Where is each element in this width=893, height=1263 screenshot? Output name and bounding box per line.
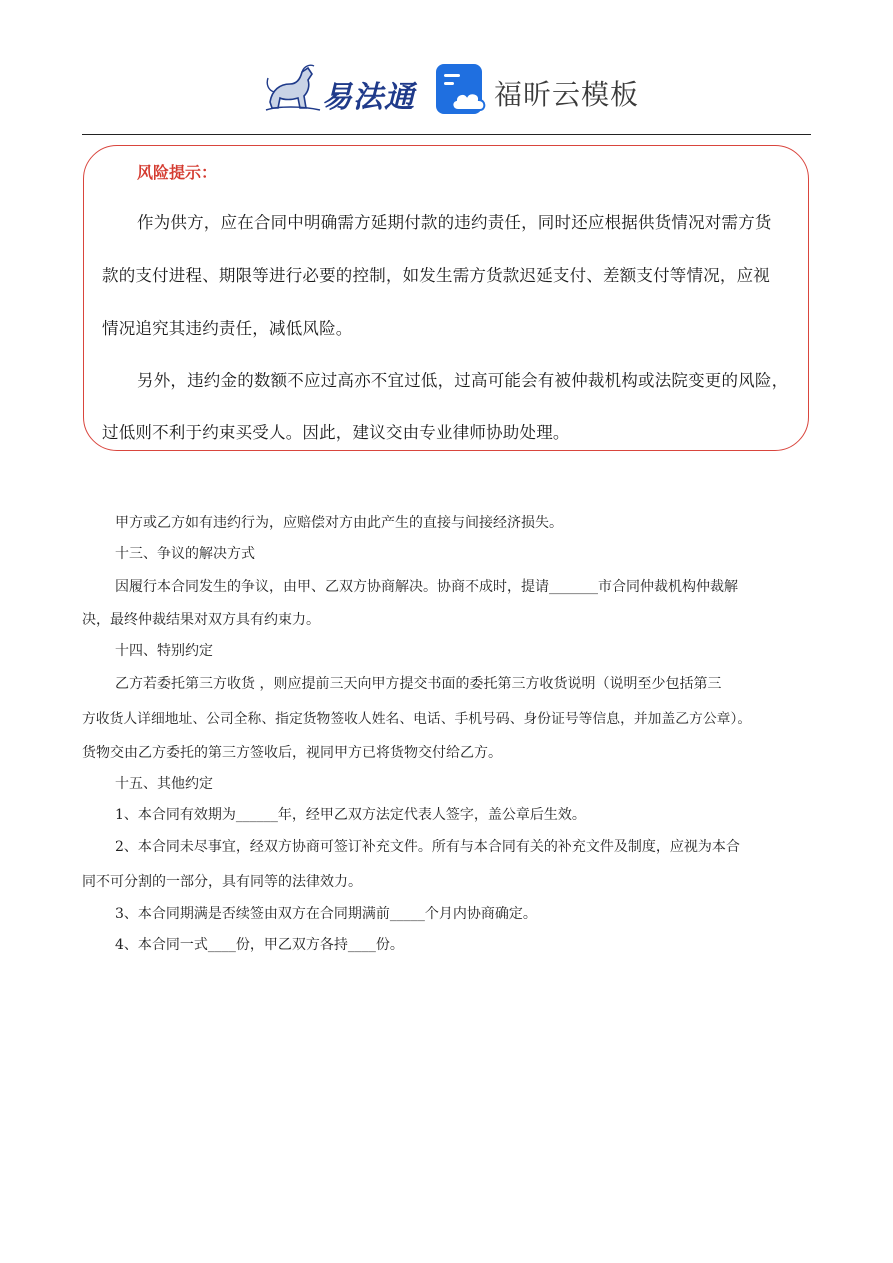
- paragraph-line: 因履行本合同发生的争议，由甲、乙双方协商解决。协商不成时，提请_______市合同仲裁机构仲裁解: [115, 579, 738, 595]
- risk-warning-box: [83, 145, 809, 451]
- clause-item: 1、本合同有效期为______年，经甲乙双方法定代表人签字，盖公章后生效。: [115, 807, 586, 823]
- section-heading: 十四、特别约定: [115, 643, 213, 659]
- header-divider: [82, 134, 811, 135]
- paragraph-line: 同不可分割的一部分，具有同等的法律效力。: [82, 874, 362, 890]
- paragraph-line: 方收货人详细地址、公司全称、指定货物签收人姓名、电话、手机号码、身份证号等信息，并加盖乙方公章）。: [82, 711, 752, 727]
- yifatong-logo-text: 易法通: [322, 80, 415, 115]
- paragraph-line: 决，最终仲裁结果对双方具有约束力。: [82, 612, 320, 628]
- risk-paragraph-line: 过低则不利于约束买受人。因此，建议交由专业律师协助处理。: [102, 423, 570, 442]
- paragraph-line: 货物交由乙方委托的第三方签收后，视同甲方已将货物交付给乙方。: [82, 745, 502, 761]
- page-header: [0, 0, 893, 136]
- fuxin-template-logo: [436, 64, 640, 118]
- paragraph-line: 乙方若委托第三方收货 ，则应提前三天向甲方提交书面的委托第三方收货说明（说明至少包括第三: [115, 676, 722, 692]
- paragraph-line: 甲方或乙方如有违约行为，应赔偿对方由此产生的直接与间接经济损失。: [115, 515, 563, 531]
- yifatong-logo: [262, 62, 415, 118]
- risk-paragraph-line: 作为供方，应在合同中明确需方延期付款的违约责任，同时还应根据供货情况对需方货: [137, 213, 772, 232]
- fuxin-logo-text: 福昕云模板: [494, 78, 640, 111]
- section-heading: 十五、其他约定: [115, 776, 213, 792]
- clause-item: 3、本合同期满是否续签由双方在合同期满前_____个月内协商确定。: [115, 906, 537, 922]
- risk-title: 风险提示：: [137, 163, 218, 182]
- horse-emblem-icon: [262, 62, 324, 118]
- risk-paragraph-line: 另外，违约金的数额不应过高亦不宜过低，过高可能会有被仲裁机构或法院变更的风险，: [137, 371, 789, 390]
- clause-item: 4、本合同一式____份，甲乙双方各持____份。: [115, 937, 404, 953]
- risk-paragraph-line: 款的支付进程、期限等进行必要的控制，如发生需方货款迟延支付、差额支付等情况，应视: [102, 266, 770, 285]
- risk-paragraph-line: 情况追究其违约责任，减低风险。: [102, 319, 353, 338]
- section-heading: 十三、争议的解决方式: [115, 546, 255, 562]
- cloud-document-icon: [436, 64, 488, 116]
- clause-item: 2、本合同未尽事宜，经双方协商可签订补充文件。所有与本合同有关的补充文件及制度，应视为本合: [115, 839, 740, 855]
